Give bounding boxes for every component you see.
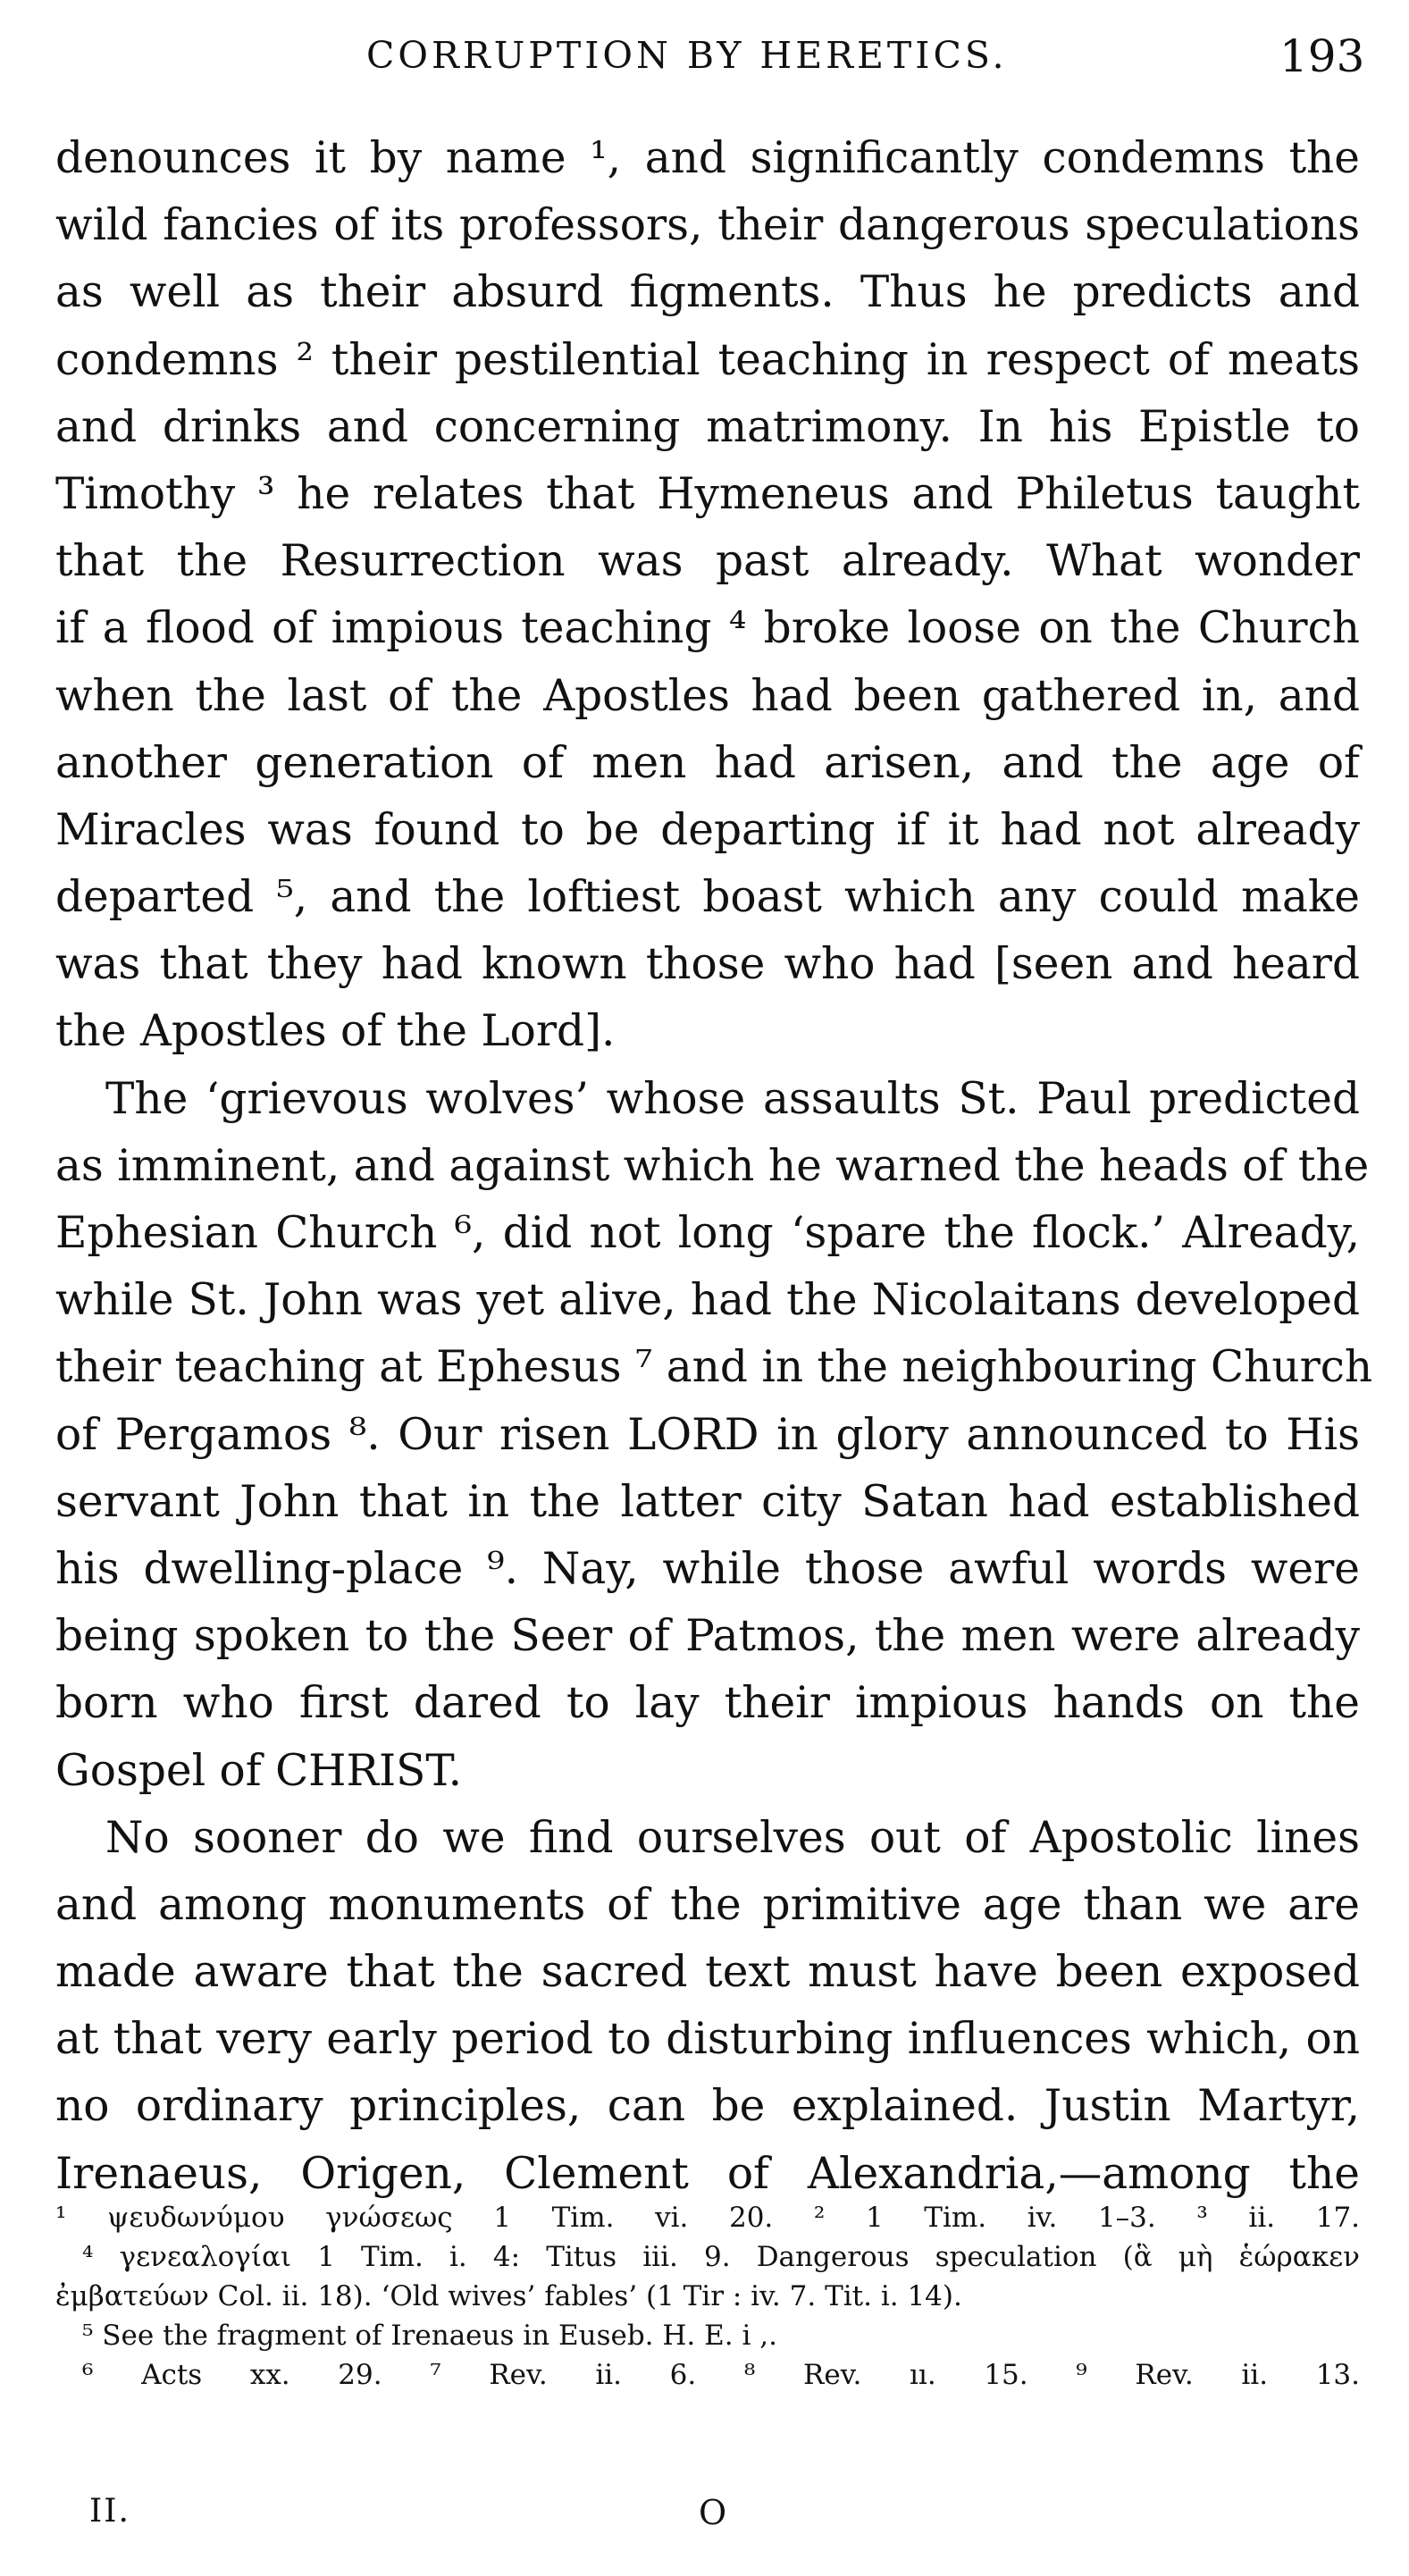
footnote-6: ⁶ Acts xx. 29. [82,2359,382,2391]
text-line: at that very early period to disturbing influences which, on [55,2014,1360,2065]
text-line: made aware that the sacred text must have been exposed [55,1947,1360,1998]
text-line: and among monuments of the primitive age than we are [55,1879,1360,1930]
text-line: Miracles was found to be departing if it had not already [55,804,1360,855]
signature-line [0,2493,1409,2538]
text-line: of Pergamos ⁸. Our risen LORD in glory announced to His [55,1409,1360,1460]
text-line: Timothy ³ he relates that Hymeneus and Philetus taught [55,468,1360,519]
text-line: their teaching at Ephesus ⁷ and in the neighbouring Church [55,1342,1373,1393]
text-line: no ordinary principles, can be explained. Justin Martyr, [55,2081,1360,2132]
text-line: and drinks and concerning matrimony. In his Epistle to [55,401,1360,452]
body-text [55,125,1373,2208]
footnote-5: ⁵ See the fragment of Irenaeus in Euseb. H. E. i ,. [82,2320,777,2352]
footnote-7: ⁷ Rev. ii. 6. [430,2359,697,2391]
footnote-1: ¹ ψευδωνύμου γνώσεως 1 Tim. vi. 20. [55,2202,774,2234]
text-line: as well as their absurd figments. Thus he predicts and [55,267,1360,318]
text-line: that the Resurrection was past already. What wonder [55,536,1360,587]
text-line: born who first dared to lay their impious hands on the [55,1678,1360,1729]
footnote-4-line-2: ἐμβατεύων Col. ii. 18). ‘Old wives’ fables’ (1 Tir : iv. 7. Tit. i. 14). [55,2280,962,2312]
text-line: wild fancies of its professors, their dangerous speculations [55,200,1360,251]
text-line: departed ⁵, and the loftiest boast which any could make [55,872,1360,923]
text-line: was that they had known those who had [seen and heard [55,939,1360,990]
text-line: while St. John was yet alive, had the Nicolaitans developed [55,1275,1360,1326]
footnote-line [55,2198,1360,2237]
page-number: 193 [1279,30,1365,82]
running-head [0,25,1409,96]
volume-mark: II. [89,2493,130,2530]
signature-mark: O [699,2493,727,2532]
text-line: if a flood of impious teaching ⁴ broke loose on the Church [55,603,1360,654]
footnote-3: ³ ii. 17. [1196,2202,1361,2234]
text-line: condemns ² their pestilential teaching in respect of meats [55,334,1360,385]
footnote-2: ² 1 Tim. iv. 1–3. [813,2202,1156,2234]
footnotes [55,2198,1360,2395]
text-line: the Apostles of the Lord]. [55,1006,616,1057]
text-line: his dwelling-place ⁹. Nay, while those awful words were [55,1543,1360,1594]
text-line: when the last of the Apostles had been gathered in, and [55,670,1360,721]
footnote-9: ⁹ Rev. ii. 13. [1076,2359,1360,2391]
text-line: denounces it by name ¹, and significantly condemns the [55,133,1360,183]
footnote-4-line-1: ⁴ γενεαλογίαι 1 Tim. i. 4: Titus iii. 9. Dangerous speculation (ἃ μὴ ἑώρακεν [82,2241,1360,2273]
text-line: another generation of men had arisen, and the age of [55,737,1360,788]
text-line: Ephesian Church ⁶, did not long ‘spare the flock.’ Already, [55,1208,1360,1258]
footnote-line [55,2355,1360,2395]
text-line: The ‘grievous wolves’ whose assaults St. Paul predicted [105,1073,1360,1124]
text-line: Irenaeus, Origen, Clement of Alexandria,—among the [55,2148,1360,2199]
running-title: CORRUPTION BY HERETICS. [366,34,1008,77]
text-line: servant John that in the latter city Satan had established [55,1476,1360,1527]
footnote-8: ⁸ Rev. ıı. 15. [743,2359,1028,2391]
text-line: as imminent, and against which he warned the heads of the [55,1140,1370,1191]
text-line: No sooner do we find ourselves out of Apostolic lines [105,1812,1360,1863]
text-line: being spoken to the Seer of Patmos, the men were already [55,1611,1360,1662]
text-line: Gospel of CHRIST. [55,1745,463,1796]
